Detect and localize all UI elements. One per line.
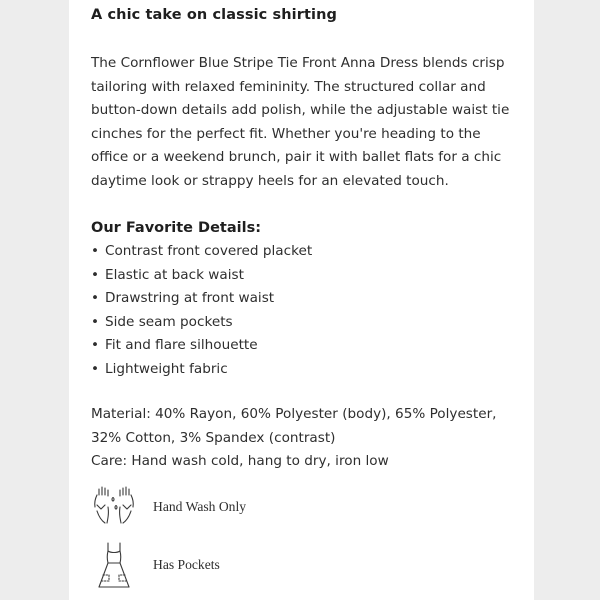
bullet: • — [91, 243, 100, 259]
hand-wash-icon — [91, 484, 137, 530]
section-heading: A chic take on classic shirting — [91, 7, 337, 23]
product-description-card — [69, 0, 534, 600]
material-care-block — [91, 403, 521, 474]
care-label: Hand Wash Only — [153, 499, 247, 514]
details-heading: Our Favorite Details: — [91, 220, 261, 236]
list-item — [91, 358, 521, 382]
care-row-hand-wash — [91, 484, 246, 530]
bullet: • — [91, 313, 100, 330]
care-row-pockets — [91, 542, 220, 588]
list-item-text: Lightweight fabric — [105, 360, 228, 377]
list-item-text: Drawstring at front waist — [105, 290, 275, 306]
list-item-text: Side seam pockets — [105, 313, 233, 330]
dress-pockets-icon — [91, 542, 137, 588]
list-item — [91, 240, 521, 264]
bullet: • — [91, 290, 100, 306]
list-item-text: Contrast front covered placket — [105, 243, 313, 259]
list-item-text: Fit and flare silhouette — [105, 337, 258, 353]
description-paragraph: The Cornflower Blue Stripe Tie Front Anna Dress blends crisp tailoring with relaxed femininity. The structured collar and button-down details add polish, while the adjustable waist tie cinches for the perfect fit. Whether you're heading to the office or a weekend brunch, pair it with ballet flats for a chic daytime look or strappy heels for an elevated touch. — [91, 55, 510, 189]
list-item — [91, 264, 521, 288]
list-item-text: Elastic at back waist — [105, 266, 244, 283]
material-line: 32% Cotton, 3% Spandex (contrast) — [91, 429, 336, 446]
material-line: Material: 40% Rayon, 60% Polyester (body), 65% Polyester, — [91, 406, 497, 422]
bullet: • — [91, 266, 100, 283]
bullet: • — [91, 337, 100, 353]
care-label: Has Pockets — [153, 557, 220, 572]
list-item — [91, 287, 521, 311]
details-list — [91, 240, 521, 381]
list-item — [91, 334, 521, 358]
description-content — [91, 3, 521, 474]
bullet: • — [91, 360, 100, 377]
list-item — [91, 311, 521, 335]
care-instructions: Care: Hand wash cold, hang to dry, iron low — [91, 453, 389, 469]
